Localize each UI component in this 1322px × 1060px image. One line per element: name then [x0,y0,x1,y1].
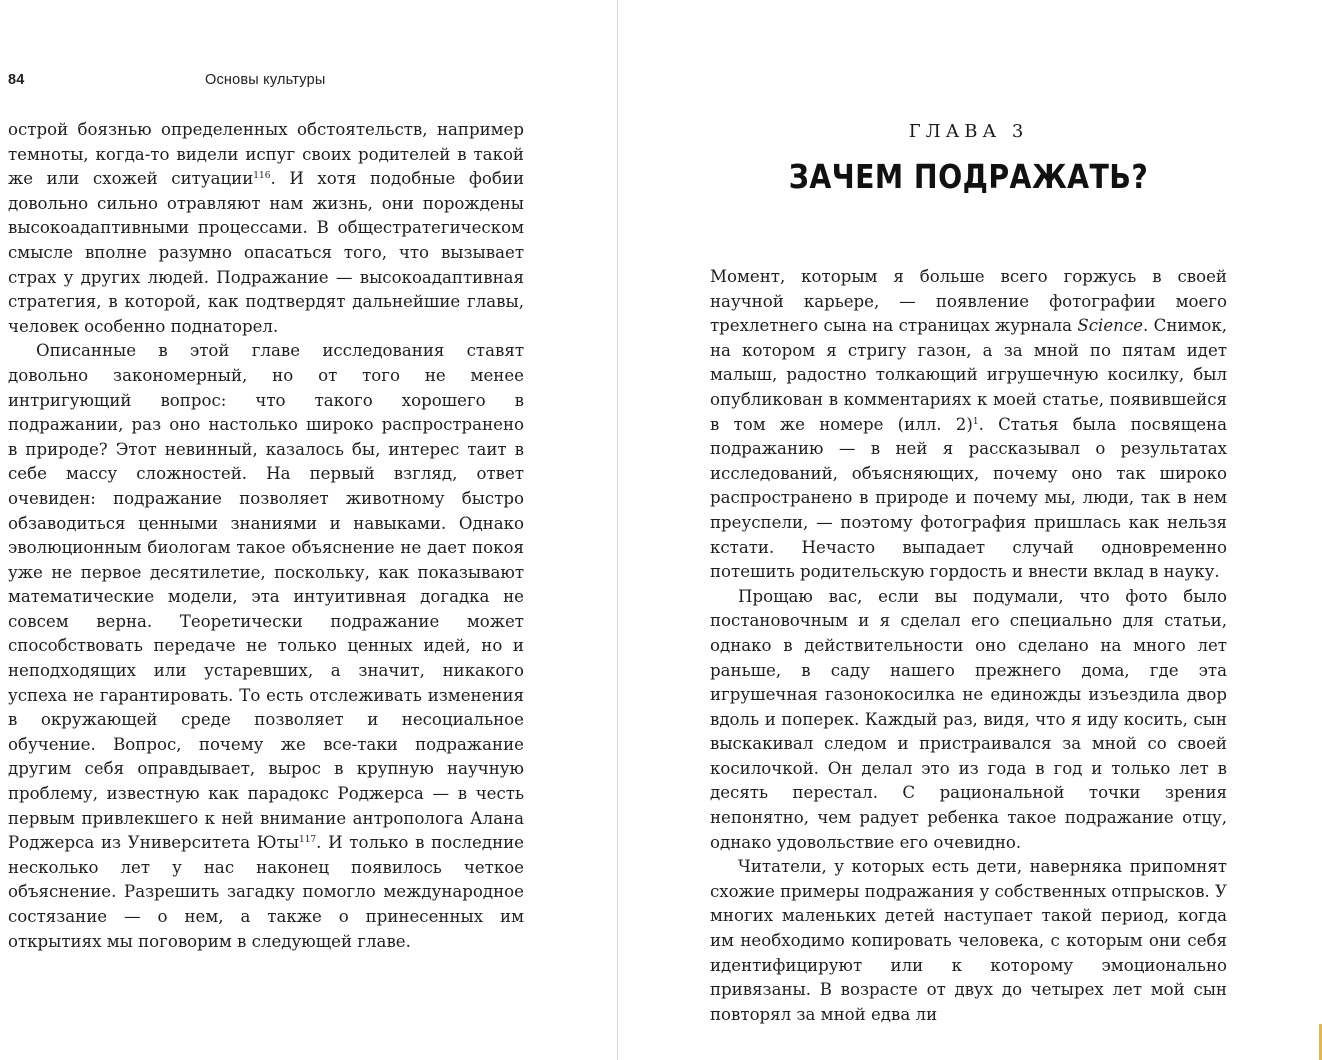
paragraph-text: . Статья была посвящена подражанию — в ней я рассказывал о результатах исследований, объясняющих, почему оно так широко распространено в природе и почему мы, люди, так в нем преуспели, — поэтому фотография пришлась как нельзя кстати. Нечасто выпадает случай одновременно потешить родительскую гордость и внести вклад в науку. [710,414,1227,582]
paragraph-text: Прощаю вас, если вы подумали, что фото было постановочным и я сделал его специально для статьи, однако в действительности оно сделано на много лет раньше, в саду нашего прежнего дома, где эта игрушечная газонокосилка не единожды изъездила двор вдоль и поперек. Каждый раз, видя, что я иду косить, сын выскакивал следом и пристраивался за мной со своей косилочкой. Он делал это из года в год и только лет в десять перестал. С рациональной точки зрения непонятно, чем радует ребенка такое подражание отцу, однако удовольствие его очевидно. [710,586,1227,852]
paragraph [8,339,524,954]
right-body-text [710,265,1227,1027]
paragraph-text: . И хотя подобные фобии довольно сильно отравляют нам жизнь, они порождены высокоадаптивными процессами. В общестратегическом смысле вполне разумно опасаться того, что вызывает страх у других людей. Подражание — высокоадаптивная стратегия, в которой, как подтвердят дальнейшие главы, человек особенно поднаторел. [8,169,525,336]
footnote-ref: 116 [253,171,271,182]
running-head [8,70,528,94]
left-page [0,0,618,1060]
paragraph [8,118,524,339]
paragraph-text: Описанные в этой главе исследования ставят довольно закономерный, но от того не менее интригующий вопрос: что такого хорошего в подражании, раз оно настолько широко распространено в природе? Этот невинный, казалось бы, интерес таит в себе массу сложностей. На первый взгляд, ответ очевиден: подражание позволяет животному быстро обзаводиться ценными знаниями и навыками. Однако эволюционным биологам такое объяснение не дает покоя уже не первое десятилетие, поскольку, как показывают математические модели, эта интуитивная догадка не совсем верна. Теоретически подражание может способствовать передаче не только ценных идей, но и неподходящих или устаревших, а значит, никакого успеха не гарантировать. То есть отслеживать изменения в окружающей среде позволяет и несоциальное обучение. Вопрос, почему же все-таки подражание другим себя оправдывает, вырос в крупную научную проблему, известную как парадокс Роджерса — в честь первым привлекшего к ней внимание антрополога Алана Роджерса из Университета Юты [8,341,524,853]
right-page [619,0,1322,1060]
paragraph-text: . Снимок, на котором я стригу газон, а за мной по пятам идет малыш, радостно толкающий игрушечную косилку, был опубликован в комментариях к моей статье, появившейся в том же номере (илл. 2) [710,316,1227,434]
paragraph [710,585,1227,856]
chapter-label: ГЛАВА 3 [908,121,1029,142]
footnote-ref: 1 [972,416,979,427]
paragraph [710,855,1227,1027]
running-title: Основы культуры [205,72,326,88]
left-body-text [8,118,524,954]
paragraph-text: . И только в последние несколько лет у нас наконец появилось четкое объяснение. Разрешить загадку помогло международное состязание — о нем, а также о принесенных им открытиях мы поговорим в следующей главе. [8,833,525,951]
chapter-title: ЗАЧЕМ ПОДРАЖАТЬ? [788,157,1149,196]
page-gutter [617,0,618,1060]
paragraph-text: Читатели, у которых есть дети, наверняка припомнят схожие примеры подражания у собственных отпрысков. У многих маленьких детей наступает такой период, когда им необходимо копировать человека, с которым они себя идентифицируют или к которому эмоционально привязаны. В возрасте от двух до четырех лет мой сын повторял за мной едва ли [710,857,1227,1024]
footnote-ref: 117 [298,835,317,846]
page-number: 84 [8,72,25,88]
paragraph-text: острой боязнью определенных обстоятельств, например темноты, когда-то видели испуг своих родителей в такой же или схожей ситуации [8,120,524,189]
paragraph [710,265,1227,585]
paragraph-text: Момент, которым я больше всего горжусь в своей научной карьере, — появление фотографии моего трехлетнего сына на страницах журнала [710,267,1227,336]
italic-text: Science [1077,316,1143,336]
